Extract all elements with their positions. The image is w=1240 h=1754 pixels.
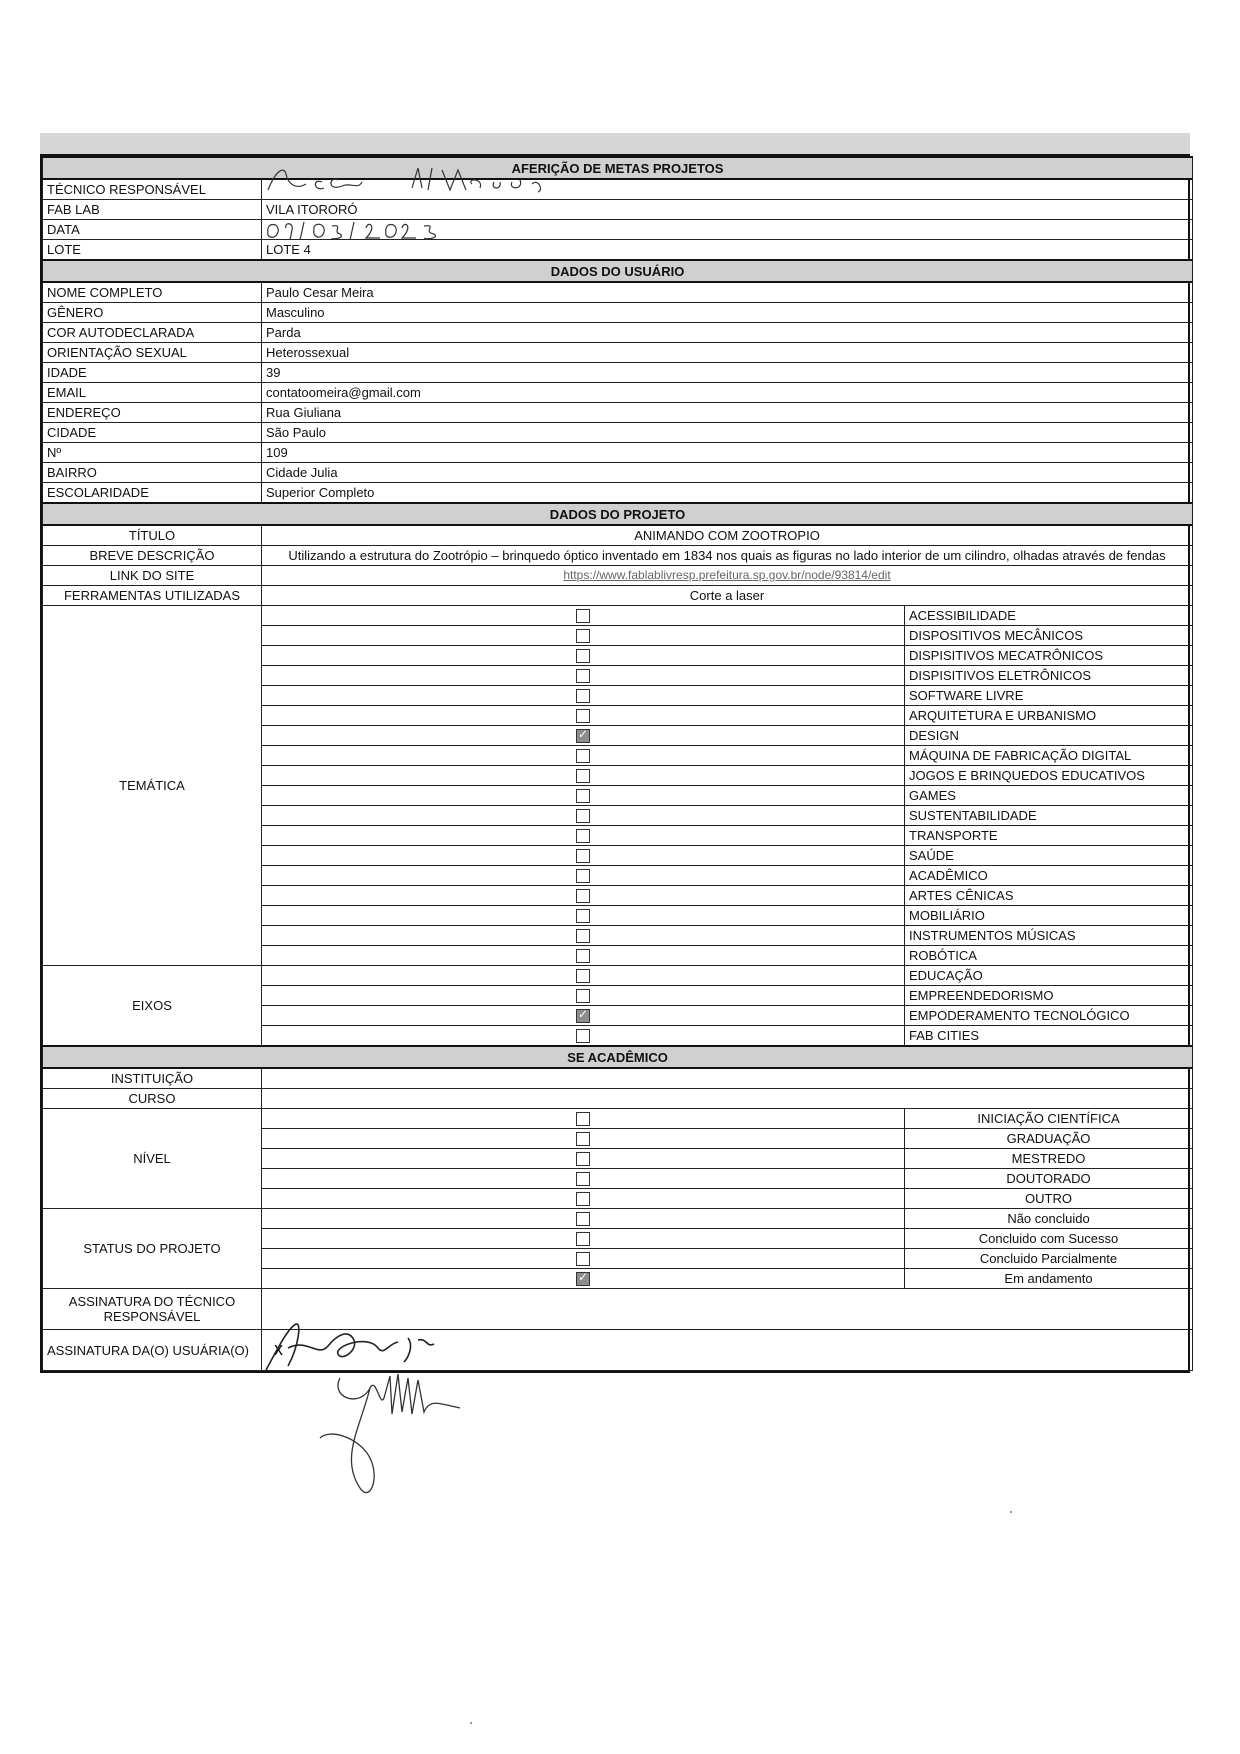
nivel-option-label: GRADUAÇÃO <box>905 1129 1193 1149</box>
status-checkbox-cell <box>262 1269 905 1289</box>
tematica-checkbox-cell <box>262 826 905 846</box>
header-label: DATA <box>43 220 262 240</box>
tematica-checkbox[interactable] <box>576 649 590 663</box>
user-value: 39 <box>262 363 1193 383</box>
top-gray-strip <box>40 133 1190 155</box>
status-checkbox-cell <box>262 1249 905 1269</box>
technician-signature-label: ASSINATURA DO TÉCNICO RESPONSÁVEL <box>43 1289 262 1330</box>
eixos-checkbox-cell <box>262 1006 905 1026</box>
project-row <box>43 546 1193 566</box>
user-section-title-row <box>43 260 1193 282</box>
eixos-option-row <box>43 966 1193 986</box>
eixos-checkbox[interactable] <box>576 969 590 983</box>
header-label: TÉCNICO RESPONSÁVEL <box>43 179 262 200</box>
status-option-label: Não concluido <box>905 1209 1193 1229</box>
goal-assessment-form <box>40 154 1190 1373</box>
academic-value <box>262 1089 1193 1109</box>
project-row <box>43 586 1193 606</box>
header-row <box>43 220 1193 240</box>
project-value: Utilizando a estrutura do Zootrópio – brinquedo óptico inventado em 1834 nos quais as figuras no lado interior de um cilindro, olhadas através de fendas <box>262 546 1193 566</box>
user-value: São Paulo <box>262 423 1193 443</box>
nivel-checkbox-cell <box>262 1189 905 1209</box>
user-row <box>43 303 1193 323</box>
user-row <box>43 443 1193 463</box>
tematica-checkbox[interactable] <box>576 669 590 683</box>
tematica-checkbox[interactable] <box>576 949 590 963</box>
academic-section-title-row <box>43 1046 1193 1068</box>
nivel-option-label: MESTREDO <box>905 1149 1193 1169</box>
tematica-option-label: MÁQUINA DE FABRICAÇÃO DIGITAL <box>905 746 1193 766</box>
user-row <box>43 323 1193 343</box>
academic-row <box>43 1089 1193 1109</box>
header-row <box>43 179 1193 200</box>
header-value: VILA ITORORÓ <box>262 200 1193 220</box>
nivel-option-label: OUTRO <box>905 1189 1193 1209</box>
technician-name-handwriting <box>262 160 562 200</box>
eixos-option-label: EMPODERAMENTO TECNOLÓGICO <box>905 1006 1193 1026</box>
tematica-checkbox[interactable] <box>576 849 590 863</box>
user-row <box>43 403 1193 423</box>
project-value: Corte a laser <box>262 586 1193 606</box>
eixos-label: EIXOS <box>43 966 262 1047</box>
academic-value <box>262 1068 1193 1089</box>
status-option-label: Concluido Parcialmente <box>905 1249 1193 1269</box>
nivel-checkbox[interactable] <box>576 1132 590 1146</box>
date-handwriting <box>262 218 462 244</box>
tematica-checkbox-cell <box>262 926 905 946</box>
tematica-option-label: GAMES <box>905 786 1193 806</box>
nivel-checkbox[interactable] <box>576 1172 590 1186</box>
user-label: EMAIL <box>43 383 262 403</box>
tematica-option-label: INSTRUMENTOS MÚSICAS <box>905 926 1193 946</box>
header-row <box>43 240 1193 261</box>
project-label: TÍTULO <box>43 525 262 546</box>
user-value: Superior Completo <box>262 483 1193 504</box>
tematica-option-label: ROBÓTICA <box>905 946 1193 966</box>
scan-speck <box>470 1722 472 1724</box>
tematica-label: TEMÁTICA <box>43 606 262 966</box>
user-signature-mark: x <box>274 1339 283 1359</box>
status-checkbox[interactable] <box>576 1272 590 1286</box>
status-label: STATUS DO PROJETO <box>43 1209 262 1289</box>
nivel-checkbox-cell <box>262 1109 905 1129</box>
user-value: Masculino <box>262 303 1193 323</box>
form-table <box>42 156 1193 1371</box>
tematica-checkbox[interactable] <box>576 629 590 643</box>
user-label: GÊNERO <box>43 303 262 323</box>
technician-signature-row <box>43 1289 1193 1330</box>
tematica-checkbox-cell <box>262 886 905 906</box>
academic-row <box>43 1068 1193 1089</box>
user-value: 109 <box>262 443 1193 463</box>
eixos-checkbox-cell <box>262 1026 905 1047</box>
nivel-checkbox-cell <box>262 1129 905 1149</box>
tematica-checkbox-cell <box>262 766 905 786</box>
tematica-option-label: DISPISITIVOS MECATRÔNICOS <box>905 646 1193 666</box>
user-row <box>43 383 1193 403</box>
user-label: IDADE <box>43 363 262 383</box>
tematica-checkbox[interactable] <box>576 769 590 783</box>
tematica-checkbox-cell <box>262 906 905 926</box>
eixos-checkbox[interactable] <box>576 1029 590 1043</box>
nivel-checkbox[interactable] <box>576 1192 590 1206</box>
nivel-checkbox[interactable] <box>576 1152 590 1166</box>
scan-speck <box>1010 1511 1012 1513</box>
tematica-checkbox[interactable] <box>576 929 590 943</box>
tematica-option-label: ACESSIBILIDADE <box>905 606 1193 626</box>
eixos-option-label: FAB CITIES <box>905 1026 1193 1047</box>
tematica-option-label: DISPISITIVOS ELETRÔNICOS <box>905 666 1193 686</box>
tematica-option-label: DISPOSITIVOS MECÂNICOS <box>905 626 1193 646</box>
tematica-option-row <box>43 606 1193 626</box>
project-row <box>43 566 1193 586</box>
nivel-checkbox-cell <box>262 1149 905 1169</box>
user-label: CIDADE <box>43 423 262 443</box>
tematica-checkbox-cell <box>262 746 905 766</box>
status-option-label: Em andamento <box>905 1269 1193 1289</box>
tematica-checkbox-cell <box>262 846 905 866</box>
tematica-checkbox[interactable] <box>576 889 590 903</box>
tematica-checkbox-cell <box>262 626 905 646</box>
tematica-checkbox-cell <box>262 726 905 746</box>
user-row <box>43 423 1193 443</box>
eixos-option-label: EDUCAÇÃO <box>905 966 1193 986</box>
project-label: FERRAMENTAS UTILIZADAS <box>43 586 262 606</box>
user-row <box>43 343 1193 363</box>
header-value: LOTE 4 <box>262 240 1193 261</box>
project-row <box>43 525 1193 546</box>
academic-label: INSTITUIÇÃO <box>43 1068 262 1089</box>
tematica-checkbox[interactable] <box>576 869 590 883</box>
form-title: AFERIÇÃO DE METAS PROJETOS <box>43 157 1193 179</box>
user-label: Nº <box>43 443 262 463</box>
user-section-title: DADOS DO USUÁRIO <box>43 260 1193 282</box>
project-value: ANIMANDO COM ZOOTROPIO <box>262 525 1193 546</box>
tematica-checkbox[interactable] <box>576 809 590 823</box>
project-label: LINK DO SITE <box>43 566 262 586</box>
eixos-checkbox[interactable] <box>576 989 590 1003</box>
user-value: Cidade Julia <box>262 463 1193 483</box>
nivel-checkbox[interactable] <box>576 1112 590 1126</box>
tematica-option-label: SOFTWARE LIVRE <box>905 686 1193 706</box>
tematica-option-label: SAÚDE <box>905 846 1193 866</box>
project-section-title: DADOS DO PROJETO <box>43 503 1193 525</box>
header-label: LOTE <box>43 240 262 261</box>
tematica-checkbox[interactable] <box>576 689 590 703</box>
tematica-checkbox[interactable] <box>576 729 590 743</box>
tematica-checkbox-cell <box>262 666 905 686</box>
status-option-row <box>43 1209 1193 1229</box>
tematica-option-label: DESIGN <box>905 726 1193 746</box>
user-signature-label: ASSINATURA DA(O) USUÁRIA(O) <box>43 1330 262 1371</box>
status-checkbox-cell <box>262 1209 905 1229</box>
user-row <box>43 282 1193 303</box>
project-section-title-row <box>43 503 1193 525</box>
tematica-option-label: MOBILIÁRIO <box>905 906 1193 926</box>
user-row <box>43 463 1193 483</box>
tematica-checkbox-cell <box>262 806 905 826</box>
tematica-checkbox-cell <box>262 786 905 806</box>
tematica-checkbox[interactable] <box>576 829 590 843</box>
user-label: ORIENTAÇÃO SEXUAL <box>43 343 262 363</box>
header-row <box>43 200 1193 220</box>
eixos-option-label: EMPREENDEDORISMO <box>905 986 1193 1006</box>
status-checkbox[interactable] <box>576 1212 590 1226</box>
tematica-checkbox[interactable] <box>576 609 590 623</box>
status-option-label: Concluido com Sucesso <box>905 1229 1193 1249</box>
tematica-checkbox-cell <box>262 646 905 666</box>
tematica-checkbox[interactable] <box>576 749 590 763</box>
eixos-checkbox-cell <box>262 986 905 1006</box>
user-label: ESCOLARIDADE <box>43 483 262 504</box>
user-row <box>43 363 1193 383</box>
nivel-checkbox-cell <box>262 1169 905 1189</box>
user-row <box>43 483 1193 504</box>
eixos-checkbox-cell <box>262 966 905 986</box>
user-value: Parda <box>262 323 1193 343</box>
tematica-option-label: TRANSPORTE <box>905 826 1193 846</box>
nivel-option-row <box>43 1109 1193 1129</box>
tematica-checkbox-cell <box>262 686 905 706</box>
project-value[interactable]: https://www.fablablivresp.prefeitura.sp.gov.br/node/93814/edit <box>262 566 1193 586</box>
academic-section-title: SE ACADÊMICO <box>43 1046 1193 1068</box>
tematica-option-label: JOGOS E BRINQUEDOS EDUCATIVOS <box>905 766 1193 786</box>
tematica-option-label: ARTES CÊNICAS <box>905 886 1193 906</box>
eixos-checkbox[interactable] <box>576 1009 590 1023</box>
status-checkbox[interactable] <box>576 1252 590 1266</box>
tematica-checkbox-cell <box>262 706 905 726</box>
nivel-option-label: DOUTORADO <box>905 1169 1193 1189</box>
user-label: ENDEREÇO <box>43 403 262 423</box>
project-label: BREVE DESCRIÇÃO <box>43 546 262 566</box>
user-signature <box>300 1368 490 1508</box>
user-signature-row <box>43 1330 1193 1371</box>
nivel-option-label: INICIAÇÃO CIENTÍFICA <box>905 1109 1193 1129</box>
nivel-label: NÍVEL <box>43 1109 262 1209</box>
user-label: NOME COMPLETO <box>43 282 262 303</box>
tematica-checkbox-cell <box>262 946 905 966</box>
academic-label: CURSO <box>43 1089 262 1109</box>
tematica-checkbox[interactable] <box>576 789 590 803</box>
status-checkbox-cell <box>262 1229 905 1249</box>
tematica-checkbox[interactable] <box>576 709 590 723</box>
tematica-option-label: SUSTENTABILIDADE <box>905 806 1193 826</box>
header-label: FAB LAB <box>43 200 262 220</box>
tematica-checkbox[interactable] <box>576 909 590 923</box>
tematica-option-label: ARQUITETURA E URBANISMO <box>905 706 1193 726</box>
user-value: contatoomeira@gmail.com <box>262 383 1193 403</box>
tematica-checkbox-cell <box>262 866 905 886</box>
user-value: Paulo Cesar Meira <box>262 282 1193 303</box>
tematica-option-label: ACADÊMICO <box>905 866 1193 886</box>
tematica-checkbox-cell <box>262 606 905 626</box>
status-checkbox[interactable] <box>576 1232 590 1246</box>
user-label: COR AUTODECLARADA <box>43 323 262 343</box>
user-value: Heterossexual <box>262 343 1193 363</box>
form-title-row <box>43 157 1193 179</box>
user-value: Rua Giuliana <box>262 403 1193 423</box>
user-label: BAIRRO <box>43 463 262 483</box>
